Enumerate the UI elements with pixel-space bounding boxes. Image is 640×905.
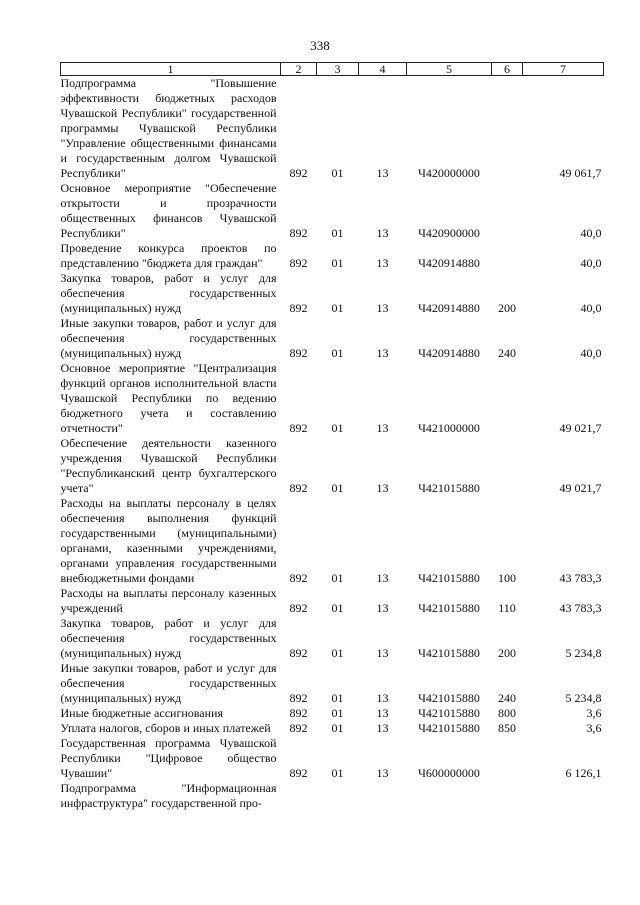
row-rz: 01 [331, 346, 344, 360]
empty-cell [523, 781, 604, 811]
row-pr: 13 [376, 571, 389, 585]
table-header-row [61, 63, 604, 76]
table-row [61, 706, 604, 721]
row-name: Уплата налогов, сборов и иных платежей [60, 721, 271, 735]
row-rz: 01 [331, 421, 344, 435]
table-row-trailing [61, 781, 604, 811]
row-rz: 01 [331, 691, 344, 705]
row-sum: 40,0 [580, 346, 602, 360]
table-row [61, 241, 604, 271]
header-col-6: 6 [492, 63, 523, 76]
row-csr: Ч420000000 [418, 166, 480, 180]
row-csr: Ч421015880 [418, 706, 480, 720]
row-pr: 13 [376, 481, 389, 495]
row-vr [492, 736, 523, 781]
row-vr: 200 [498, 301, 516, 315]
table-row [61, 361, 604, 436]
row-vr: 240 [498, 691, 516, 705]
row-csr: Ч421015880 [418, 601, 480, 615]
row-name: Иные бюджетные ассигнования [60, 706, 223, 720]
row-gr: 892 [289, 571, 308, 585]
table-row [61, 616, 604, 661]
table-row [61, 661, 604, 706]
row-vr [492, 361, 523, 436]
row-rz: 01 [331, 766, 344, 780]
row-sum: 6 126,1 [565, 766, 602, 780]
table-row [61, 271, 604, 316]
row-vr: 100 [498, 571, 516, 585]
row-rz: 01 [331, 256, 344, 270]
row-csr: Ч421015880 [418, 646, 480, 660]
row-name: Государственная программа Чувашской Республики "Цифровое общество Чувашии" [60, 736, 277, 780]
row-csr: Ч421015880 [418, 481, 480, 495]
row-gr: 892 [289, 481, 308, 495]
row-rz: 01 [331, 706, 344, 720]
row-pr: 13 [376, 421, 389, 435]
row-name: Закупка товаров, работ и услуг для обеспечения государственных (муниципальных) нужд [60, 271, 277, 315]
empty-cell [281, 781, 317, 811]
row-name: Проведение конкурса проектов по представлению "бюджета для граждан" [60, 241, 277, 270]
row-sum: 49 021,7 [559, 481, 602, 495]
row-csr: Ч420914880 [418, 256, 480, 270]
row-sum: 43 783,3 [559, 601, 602, 615]
row-sum: 40,0 [580, 256, 602, 270]
row-rz: 01 [331, 166, 344, 180]
row-pr: 13 [376, 166, 389, 180]
row-vr [492, 76, 523, 182]
row-name: Подпрограмма "Повышение эффективности бюджетных расходов Чувашской Республики" государственной программы Чувашской Республики "Управление общественными финансами и государственным долгом Чувашской Республики" [60, 76, 277, 180]
empty-cell [317, 781, 359, 811]
row-gr: 892 [289, 346, 308, 360]
row-sum: 3,6 [586, 721, 602, 735]
row-sum: 5 234,8 [565, 691, 602, 705]
row-gr: 892 [289, 766, 308, 780]
row-vr: 240 [498, 346, 516, 360]
row-gr: 892 [289, 601, 308, 615]
table-row [61, 586, 604, 616]
header-col-2: 2 [281, 63, 317, 76]
row-vr [492, 181, 523, 241]
row-csr: Ч421000000 [418, 421, 480, 435]
row-csr: Ч420914880 [418, 346, 480, 360]
row-gr: 892 [289, 301, 308, 315]
row-pr: 13 [376, 691, 389, 705]
row-vr: 850 [498, 721, 516, 735]
header-col-5: 5 [407, 63, 492, 76]
row-csr: Ч600000000 [418, 766, 480, 780]
empty-cell [407, 781, 492, 811]
row-rz: 01 [331, 301, 344, 315]
row-name: Расходы на выплаты персоналу в целях обеспечения выполнения функций государственными (муниципальными) органами, казенными учреждениями, органами управления государственными внебюджетными фондами [60, 496, 277, 585]
row-pr: 13 [376, 766, 389, 780]
row-vr [492, 241, 523, 271]
row-rz: 01 [331, 721, 344, 735]
row-gr: 892 [289, 256, 308, 270]
row-gr: 892 [289, 421, 308, 435]
header-col-1: 1 [61, 63, 281, 76]
table-row [61, 181, 604, 241]
row-csr: Ч421015880 [418, 571, 480, 585]
row-sum: 49 061,7 [559, 166, 602, 180]
row-pr: 13 [376, 721, 389, 735]
row-csr: Ч420914880 [418, 301, 480, 315]
row-pr: 13 [376, 706, 389, 720]
row-gr: 892 [289, 691, 308, 705]
table-row [61, 76, 604, 182]
row-pr: 13 [376, 226, 389, 240]
row-csr: Ч420900000 [418, 226, 480, 240]
row-pr: 13 [376, 646, 389, 660]
row-sum: 40,0 [580, 226, 602, 240]
row-pr: 13 [376, 301, 389, 315]
row-rz: 01 [331, 226, 344, 240]
row-rz: 01 [331, 601, 344, 615]
row-sum: 3,6 [586, 706, 602, 720]
row-rz: 01 [331, 571, 344, 585]
row-name: Основное мероприятие "Обеспечение открытости и прозрачности общественных финансов Чувашской Республики" [60, 181, 277, 240]
row-vr [492, 436, 523, 496]
trailing-text: Подпрограмма "Информационная инфраструктура" государственной про- [60, 781, 277, 810]
header-col-4: 4 [359, 63, 407, 76]
row-vr: 800 [498, 706, 516, 720]
row-pr: 13 [376, 346, 389, 360]
row-sum: 40,0 [580, 301, 602, 315]
row-sum: 5 234,8 [565, 646, 602, 660]
row-csr: Ч421015880 [418, 721, 480, 735]
budget-table [60, 62, 604, 811]
table-row [61, 316, 604, 361]
row-rz: 01 [331, 646, 344, 660]
table-row [61, 436, 604, 496]
empty-cell [359, 781, 407, 811]
row-name: Обеспечение деятельности казенного учреждения Чувашской Республики "Республиканский центр бухгалтерского учета" [60, 436, 277, 495]
header-col-3: 3 [317, 63, 359, 76]
table-row [61, 496, 604, 586]
table-row [61, 736, 604, 781]
page-number: 338 [310, 38, 330, 53]
row-csr: Ч421015880 [418, 691, 480, 705]
row-sum: 43 783,3 [559, 571, 602, 585]
row-gr: 892 [289, 646, 308, 660]
row-gr: 892 [289, 166, 308, 180]
row-name: Закупка товаров, работ и услуг для обеспечения государственных (муниципальных) нужд [60, 616, 277, 660]
row-name: Иные закупки товаров, работ и услуг для обеспечения государственных (муниципальных) нужд [60, 661, 277, 705]
empty-cell [492, 781, 523, 811]
row-gr: 892 [289, 721, 308, 735]
row-name: Иные закупки товаров, работ и услуг для обеспечения государственных (муниципальных) нужд [60, 316, 277, 360]
row-sum: 49 021,7 [559, 421, 602, 435]
header-col-7: 7 [523, 63, 604, 76]
row-gr: 892 [289, 226, 308, 240]
row-pr: 13 [376, 256, 389, 270]
row-vr: 110 [498, 601, 516, 615]
row-name: Расходы на выплаты персоналу казенных учреждений [60, 586, 277, 615]
row-gr: 892 [289, 706, 308, 720]
row-rz: 01 [331, 481, 344, 495]
row-pr: 13 [376, 601, 389, 615]
row-vr: 200 [498, 646, 516, 660]
row-name: Основное мероприятие "Централизация функций органов исполнительной власти Чувашской Республики по ведению бюджетного учета и составлению отчетности" [60, 361, 277, 435]
table-row [61, 721, 604, 736]
